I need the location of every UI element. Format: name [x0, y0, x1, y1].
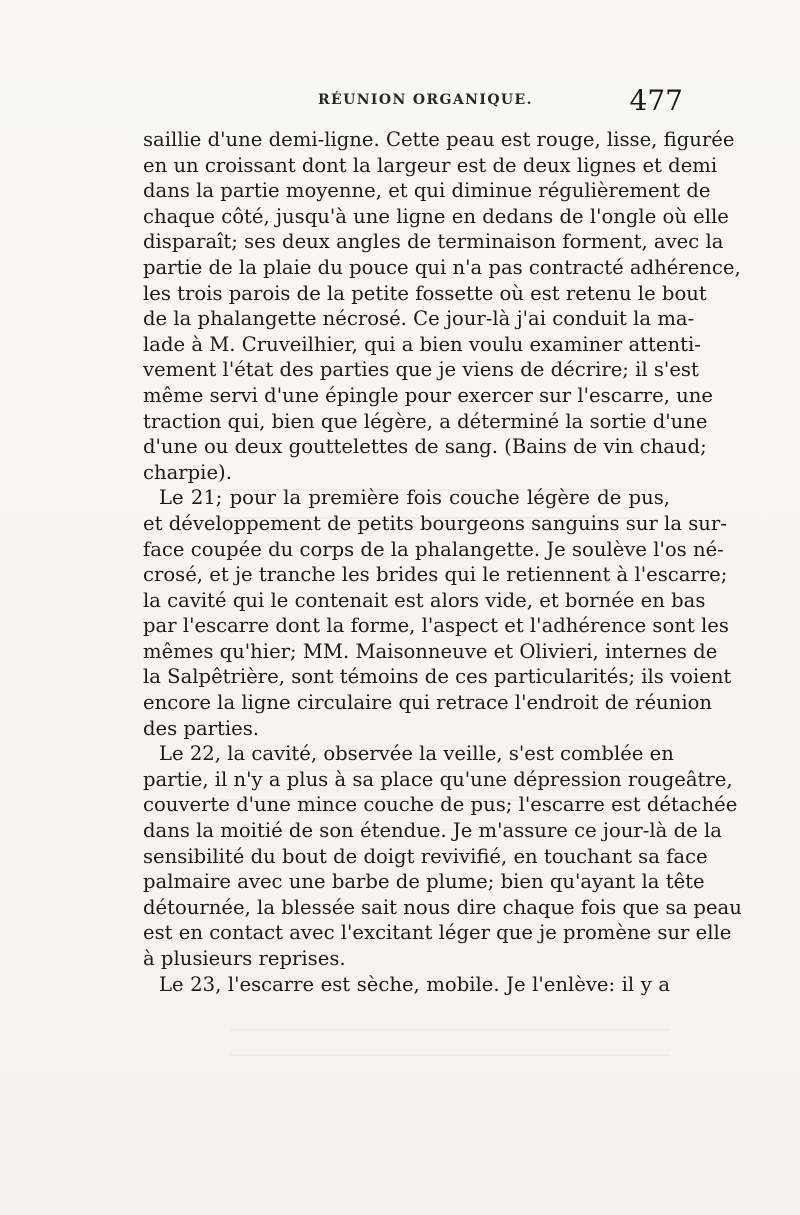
text-line: traction qui, bien que légère, a déterminé la sortie d'une	[143, 409, 708, 433]
text-line: détournée, la blessée sait nous dire chaque fois que sa peau	[143, 895, 742, 919]
text-line: des parties.	[143, 716, 260, 740]
text-line: la cavité qui le contenait est alors vide, et bornée en bas	[143, 588, 706, 612]
text-line: chaque côté, jusqu'à une ligne en dedans de l'ongle où elle	[143, 204, 729, 228]
text-line: d'une ou deux gouttelettes de sang. (Bains de vin chaud;	[143, 435, 707, 459]
page-header	[143, 86, 683, 126]
text-line: même servi d'une épingle pour exercer sur l'escarre, une	[143, 383, 713, 407]
body-text	[143, 127, 742, 997]
text-line: est en contact avec l'excitant léger que je promène sur elle	[143, 921, 732, 945]
text-line: saillie d'une demi-ligne. Cette peau est rouge, lisse, figurée	[143, 128, 735, 151]
text-line: les trois parois de la petite fossette où est retenu le bout	[143, 281, 707, 305]
text-line: disparaît; ses deux angles de terminaison forment, avec la	[143, 230, 724, 254]
text-line: vement l'état des parties que je viens de décrire; il s'est	[143, 358, 699, 382]
text-line: à plusieurs reprises.	[143, 947, 346, 970]
text-line: crosé, et je tranche les brides qui le retiennent à l'escarre;	[143, 563, 728, 587]
text-line: la Salpêtrière, sont témoins de ces particularités; ils voient	[143, 665, 732, 689]
text-line: sensibilité du bout de doigt revivifié, en touchant sa face	[143, 844, 708, 868]
text-line: palmaire avec une barbe de plume; bien qu'ayant la tête	[143, 870, 705, 894]
text-line: lade à M. Cruveilhier, qui a bien voulu examiner attenti-	[143, 332, 701, 356]
text-line: face coupée du corps de la phalangette. Je soulève l'os né-	[143, 537, 724, 561]
text-line: Le 22, la cavité, observée la veille, s'est comblée en	[159, 742, 674, 766]
text-line: partie de la plaie du pouce qui n'a pas contracté adhérence,	[143, 255, 741, 279]
text-line: en un croissant dont la largeur est de deux lignes et demi	[143, 153, 718, 177]
text-line: partie, il n'y a plus à sa place qu'une dépression rougeâtre,	[143, 767, 733, 791]
text-line: par l'escarre dont la forme, l'aspect et l'adhérence sont les	[143, 614, 729, 638]
page-number: 477	[629, 84, 683, 117]
text-line: et développement de petits bourgeons sanguins sur la sur-	[143, 511, 727, 535]
text-line: Le 23, l'escarre est sèche, mobile. Je l'enlève: il y a	[159, 972, 670, 996]
text-line: dans la moitié de son étendue. Je m'assure ce jour-là de la	[143, 819, 722, 843]
text-line: dans la partie moyenne, et qui diminue régulièrement de	[143, 179, 711, 203]
text-line: couverte d'une mince couche de pus; l'escarre est détachée	[143, 793, 738, 817]
running-head: RÉUNION ORGANIQUE.	[318, 92, 533, 108]
text-line: mêmes qu'hier; MM. Maisonneuve et Olivieri, internes de	[143, 639, 718, 663]
text-line: Le 21; pour la première fois couche légère de pus,	[159, 486, 670, 510]
text-line: encore la ligne circulaire qui retrace l'endroit de réunion	[143, 691, 713, 715]
text-line: charpie).	[143, 460, 232, 484]
text-line: de la phalangette nécrosé. Ce jour-là j'ai conduit la ma-	[143, 307, 695, 331]
